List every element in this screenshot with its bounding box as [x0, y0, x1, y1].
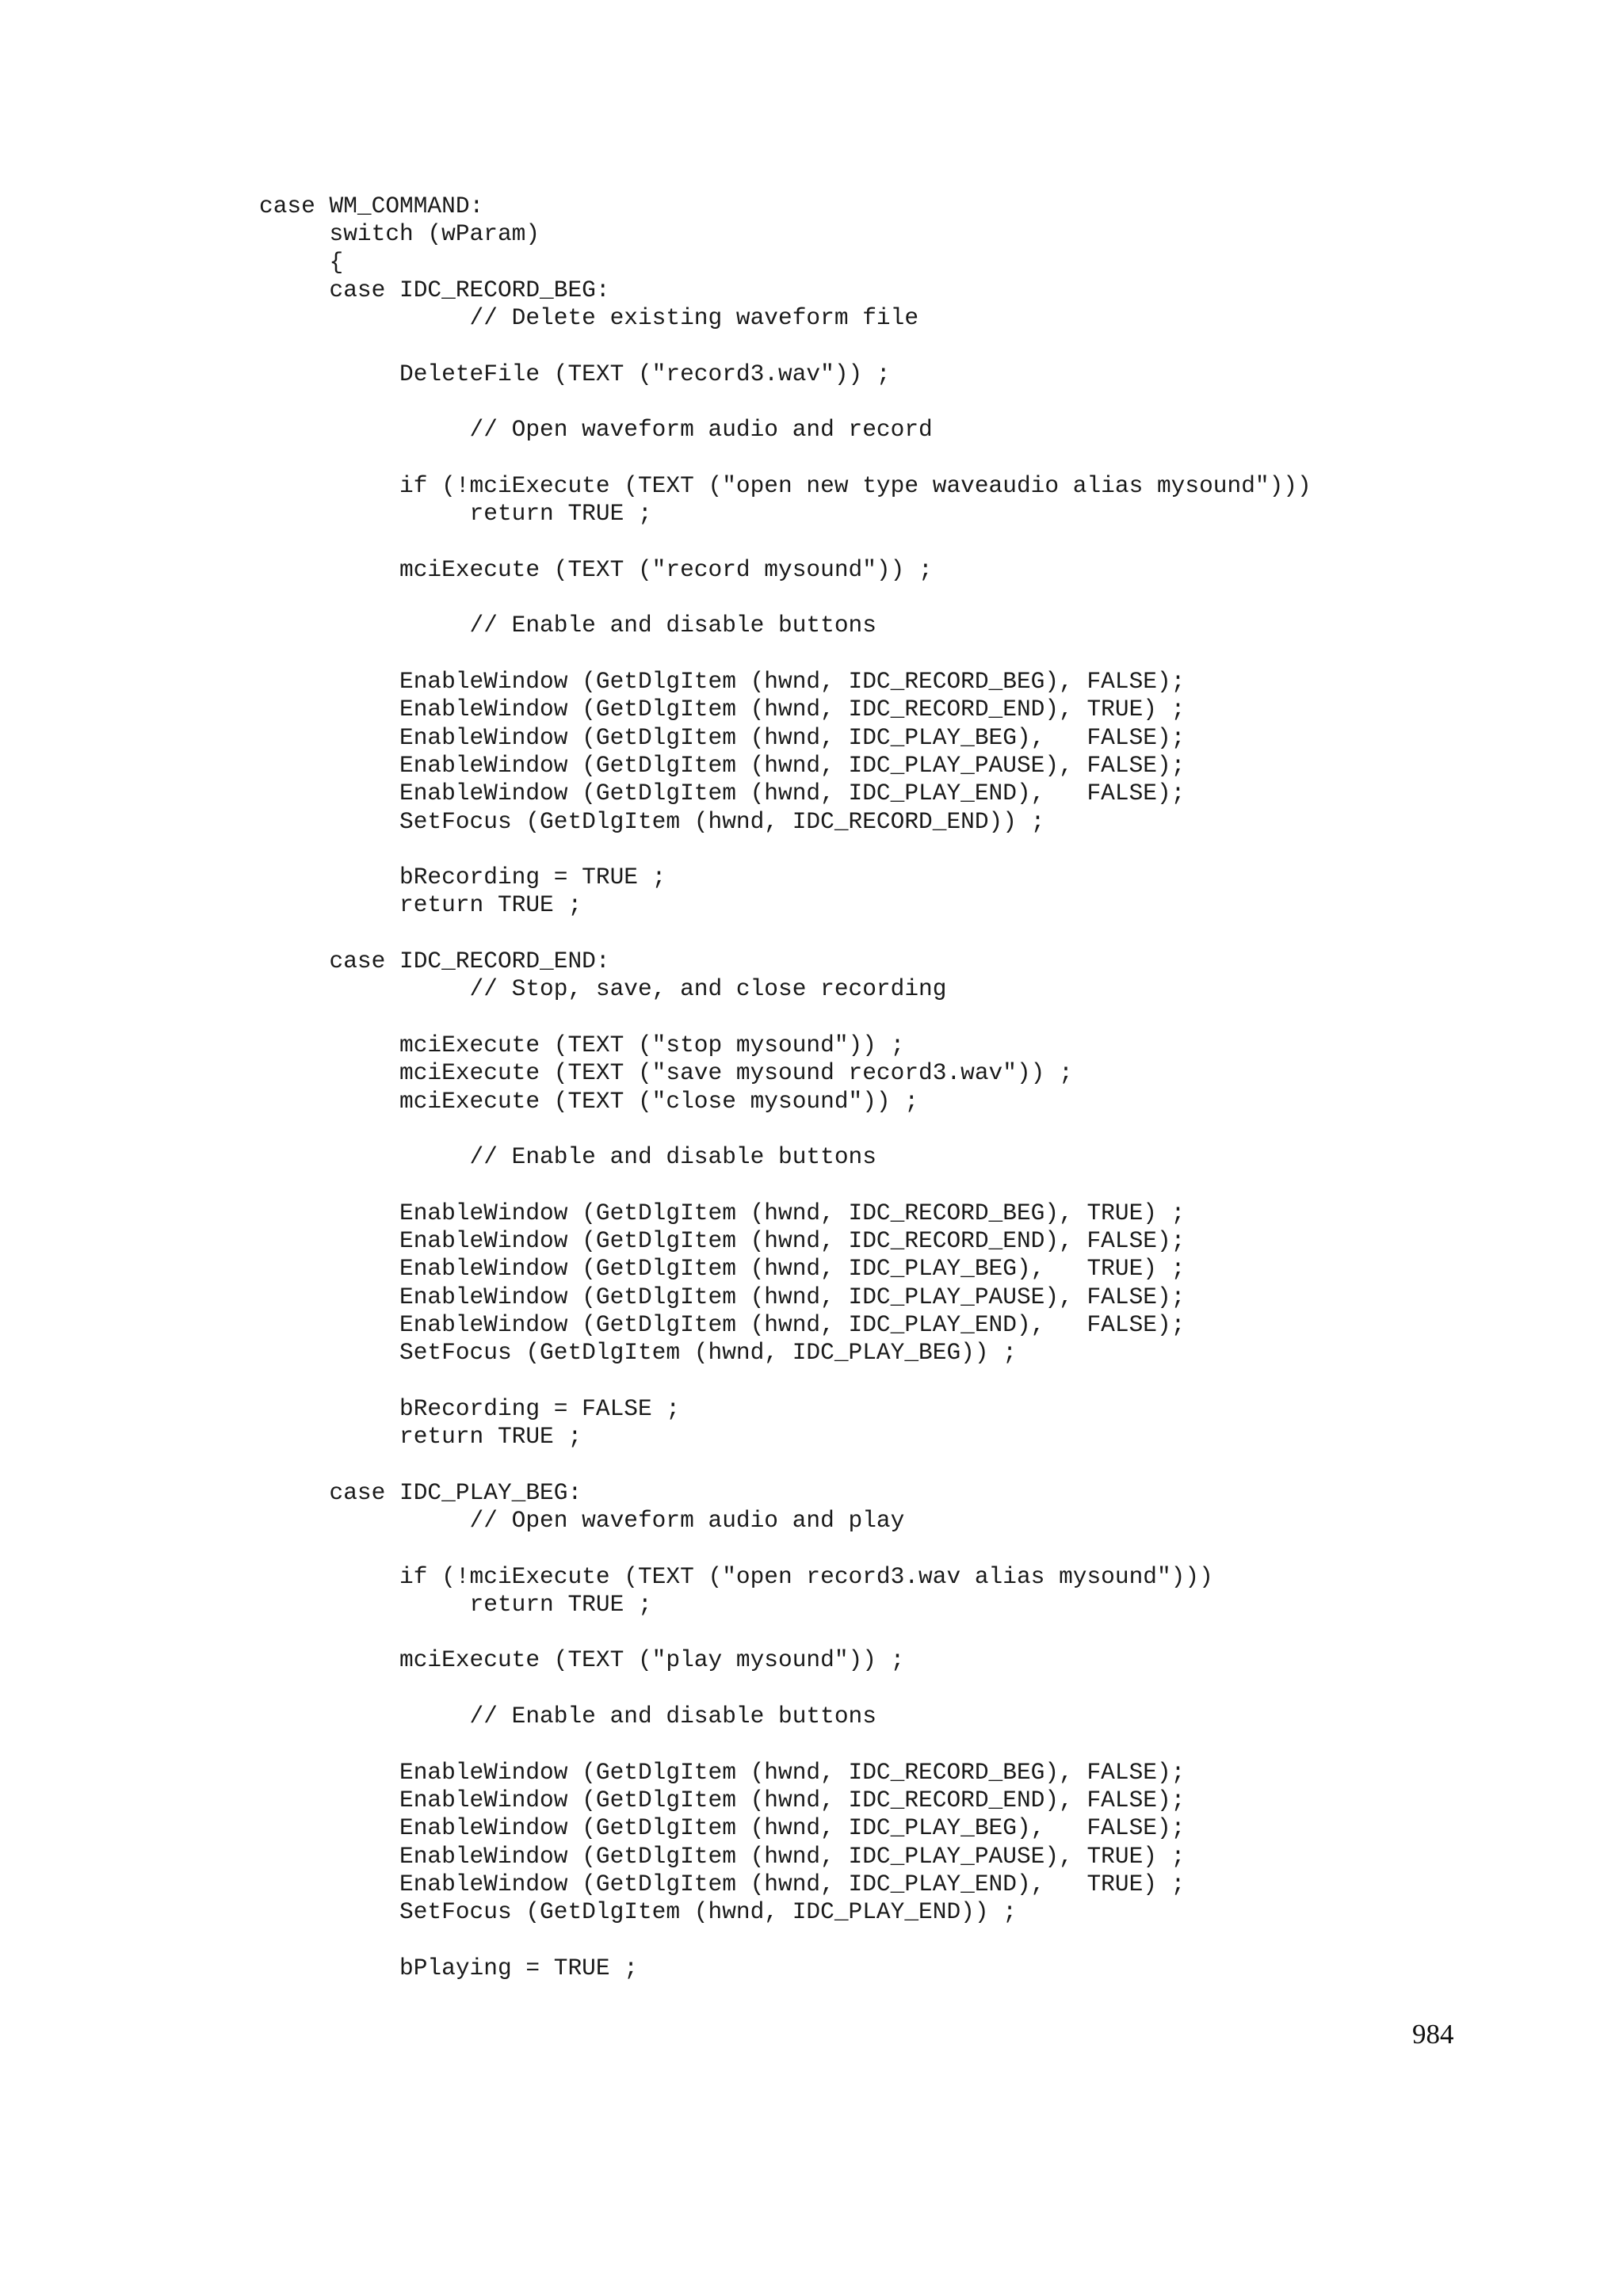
- code-line: return TRUE ;: [259, 891, 582, 919]
- code-line: [259, 1116, 1312, 1143]
- code-line: mciExecute (TEXT ("close mysound")) ;: [259, 1087, 919, 1115]
- code-line: DeleteFile (TEXT ("record3.wav")) ;: [259, 360, 891, 387]
- code-line: bPlaying = TRUE ;: [259, 1954, 638, 1981]
- code-line: EnableWindow (GetDlgItem (hwnd, IDC_RECORD_END), FALSE);: [259, 1786, 1186, 1814]
- code-line: [259, 1451, 1312, 1478]
- code-line: mciExecute (TEXT ("record mysound")) ;: [259, 555, 933, 583]
- code-line: {: [259, 248, 344, 276]
- code-line: [259, 640, 1312, 668]
- code-line: EnableWindow (GetDlgItem (hwnd, IDC_RECORD_BEG), TRUE) ;: [259, 1199, 1186, 1226]
- code-line: // Open waveform audio and play: [259, 1506, 905, 1534]
- code-line: SetFocus (GetDlgItem (hwnd, IDC_PLAY_END)) ;: [259, 1898, 1017, 1926]
- code-line: return TRUE ;: [259, 1423, 582, 1451]
- code-line: [259, 1171, 1312, 1199]
- code-line: EnableWindow (GetDlgItem (hwnd, IDC_PLAY_END), FALSE);: [259, 1310, 1186, 1338]
- code-line: // Enable and disable buttons: [259, 612, 876, 639]
- code-line: bRecording = TRUE ;: [259, 864, 666, 891]
- code-line: case WM_COMMAND:: [259, 193, 484, 219]
- code-line: [259, 1675, 1312, 1703]
- code-listing: [259, 193, 1312, 1982]
- code-line: return TRUE ;: [259, 1590, 652, 1618]
- code-line: [259, 332, 1312, 360]
- code-line: switch (wParam): [259, 220, 540, 248]
- code-line: EnableWindow (GetDlgItem (hwnd, IDC_PLAY_BEG), FALSE);: [259, 723, 1186, 751]
- code-line: if (!mciExecute (TEXT ("open new type waveaudio alias mysound"))): [259, 471, 1312, 499]
- code-line: [259, 528, 1312, 556]
- code-line: // Open waveform audio and record: [259, 416, 933, 444]
- code-line: SetFocus (GetDlgItem (hwnd, IDC_RECORD_END)) ;: [259, 807, 1045, 835]
- code-line: EnableWindow (GetDlgItem (hwnd, IDC_RECORD_END), FALSE);: [259, 1226, 1186, 1254]
- code-line: EnableWindow (GetDlgItem (hwnd, IDC_PLAY_BEG), TRUE) ;: [259, 1255, 1186, 1283]
- code-line: EnableWindow (GetDlgItem (hwnd, IDC_PLAY_BEG), FALSE);: [259, 1814, 1186, 1842]
- code-line: [259, 1619, 1312, 1646]
- code-line: EnableWindow (GetDlgItem (hwnd, IDC_RECORD_BEG), FALSE);: [259, 1758, 1186, 1786]
- code-line: EnableWindow (GetDlgItem (hwnd, IDC_PLAY_END), TRUE) ;: [259, 1870, 1186, 1897]
- code-line: [259, 1926, 1312, 1954]
- code-line: EnableWindow (GetDlgItem (hwnd, IDC_PLAY_PAUSE), TRUE) ;: [259, 1842, 1186, 1870]
- code-line: [259, 444, 1312, 472]
- code-line: [259, 1730, 1312, 1758]
- page-number: 984: [1412, 2019, 1454, 2050]
- code-line: [259, 1535, 1312, 1562]
- code-line: mciExecute (TEXT ("stop mysound")) ;: [259, 1031, 905, 1058]
- code-line: [259, 1004, 1312, 1032]
- code-line: [259, 920, 1312, 948]
- code-line: [259, 836, 1312, 864]
- code-line: // Stop, save, and close recording: [259, 975, 947, 1003]
- code-line: case IDC_RECORD_END:: [259, 948, 610, 975]
- code-line: bRecording = FALSE ;: [259, 1394, 681, 1422]
- code-line: return TRUE ;: [259, 500, 652, 528]
- code-line: EnableWindow (GetDlgItem (hwnd, IDC_PLAY_END), FALSE);: [259, 780, 1186, 807]
- code-line: EnableWindow (GetDlgItem (hwnd, IDC_PLAY_PAUSE), FALSE);: [259, 1283, 1186, 1310]
- code-line: // Delete existing waveform file: [259, 304, 919, 332]
- code-line: [259, 1367, 1312, 1394]
- code-line: // Enable and disable buttons: [259, 1703, 876, 1730]
- code-line: case IDC_RECORD_BEG:: [259, 276, 610, 303]
- code-line: if (!mciExecute (TEXT ("open record3.wav alias mysound"))): [259, 1562, 1213, 1590]
- code-line: EnableWindow (GetDlgItem (hwnd, IDC_RECORD_END), TRUE) ;: [259, 696, 1186, 723]
- code-line: case IDC_PLAY_BEG:: [259, 1478, 582, 1506]
- code-line: SetFocus (GetDlgItem (hwnd, IDC_PLAY_BEG)) ;: [259, 1339, 1017, 1367]
- code-line: EnableWindow (GetDlgItem (hwnd, IDC_PLAY_PAUSE), FALSE);: [259, 751, 1186, 779]
- code-line: [259, 584, 1312, 612]
- code-line: mciExecute (TEXT ("play mysound")) ;: [259, 1646, 905, 1674]
- code-line: [259, 388, 1312, 416]
- code-line: EnableWindow (GetDlgItem (hwnd, IDC_RECORD_BEG), FALSE);: [259, 668, 1186, 696]
- code-line: mciExecute (TEXT ("save mysound record3.wav")) ;: [259, 1059, 1073, 1087]
- code-line: // Enable and disable buttons: [259, 1143, 876, 1171]
